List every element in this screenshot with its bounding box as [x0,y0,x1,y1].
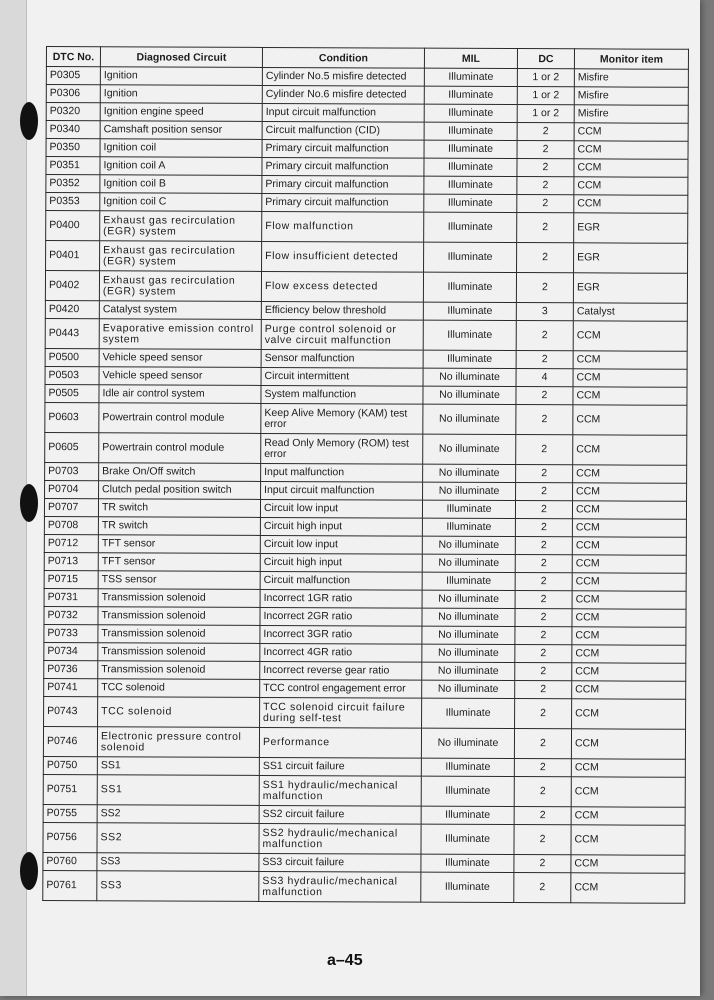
cell-circuit: SS2 [97,805,259,824]
cell-mil: Illuminate [423,320,516,350]
table-row [45,402,687,435]
table-header-row [46,47,688,70]
cell-condition: System malfunction [261,385,423,404]
cell-circuit: SS3 [97,853,259,872]
cell-dc: 1 or 2 [517,87,574,105]
cell-monitor: Catalyst [573,303,687,321]
cell-mil: Illuminate [423,350,516,368]
cell-condition: Primary circuit malfunction [262,157,424,176]
cell-dc: 2 [514,729,571,759]
cell-monitor: CCM [572,663,686,681]
cell-circuit: Brake On/Off switch [99,463,261,482]
cell-mil: Illuminate [421,872,514,902]
cell-dtc: P0756 [43,822,97,852]
cell-dtc: P0736 [44,660,98,678]
cell-dtc: P0760 [43,852,97,870]
cell-condition: Circuit high input [260,517,422,536]
cell-monitor: CCM [573,351,687,369]
cell-mil: No illuminate [423,464,516,482]
cell-circuit: Exhaust gas recirculation (EGR) system [100,241,262,272]
page-number: a–45 [327,952,363,969]
cell-dtc: P0750 [43,756,97,774]
cell-mil: Illuminate [424,176,517,194]
cell-monitor: CCM [572,627,686,645]
cell-mil: Illuminate [422,572,515,590]
cell-mil: Illuminate [424,194,517,212]
cell-condition: Primary circuit malfunction [262,139,424,158]
cell-circuit: Powertrain control module [99,433,261,464]
cell-mil: Illuminate [424,158,517,176]
cell-circuit: Transmission solenoid [98,643,260,662]
cell-monitor: CCM [571,873,685,903]
cell-condition: Flow excess detected [261,271,423,302]
cell-monitor: Misfire [574,69,688,87]
cell-monitor: EGR [573,273,687,303]
cell-monitor: CCM [571,807,685,825]
cell-circuit: Electronic pressure control solenoid [97,727,259,758]
cell-condition: Read Only Memory (ROM) test error [261,433,423,464]
cell-mil: No illuminate [423,368,516,386]
cell-monitor: CCM [572,645,686,663]
header-mil: MIL [424,48,517,68]
cell-dc: 2 [516,465,573,483]
cell-monitor: CCM [574,195,688,213]
cell-dtc: P0400 [46,211,100,241]
cell-circuit: Ignition coil C [100,193,262,212]
table-body [43,67,689,904]
cell-mil: Illuminate [422,518,515,536]
table-row [43,774,685,807]
cell-condition: Purge control solenoid or valve circuit malfunction [261,319,423,350]
cell-mil: Illuminate [424,86,517,104]
cell-circuit: Ignition [100,67,262,86]
cell-dc: 2 [517,159,574,177]
cell-condition: Cylinder No.6 misfire detected [262,85,424,104]
cell-circuit: Transmission solenoid [98,607,260,626]
cell-monitor: CCM [573,387,687,405]
cell-mil: Illuminate [424,68,517,86]
cell-dc: 2 [516,321,573,351]
cell-dtc: P0731 [44,588,98,606]
cell-circuit: TR switch [98,499,260,518]
cell-condition: Circuit intermittent [261,367,423,386]
cell-monitor: CCM [571,759,685,777]
cell-monitor: CCM [573,435,687,465]
table-row [44,696,686,729]
cell-monitor: CCM [571,825,685,855]
cell-dc: 2 [515,681,572,699]
cell-dc: 2 [516,351,573,369]
cell-circuit: Catalyst system [99,301,261,320]
cell-monitor: Misfire [574,87,688,105]
cell-dtc: P0732 [44,606,98,624]
cell-monitor: CCM [573,369,687,387]
cell-mil: No illuminate [422,644,515,662]
cell-dc: 2 [516,405,573,435]
cell-dc: 1 or 2 [517,69,574,87]
cell-dc: 2 [515,519,572,537]
cell-dtc: P0734 [44,642,98,660]
cell-dtc: P0703 [45,462,99,480]
cell-circuit: Exhaust gas recirculation (EGR) system [100,211,262,242]
cell-dtc: P0402 [45,271,99,301]
cell-dc: 2 [514,855,571,873]
cell-condition: Cylinder No.5 misfire detected [262,67,424,86]
cell-mil: No illuminate [423,404,516,434]
cell-monitor: CCM [573,483,687,501]
cell-dtc: P0746 [43,726,97,756]
cell-dc: 2 [517,195,574,213]
cell-dtc: P0733 [44,624,98,642]
cell-dc: 1 or 2 [517,105,574,123]
cell-dc: 2 [515,627,572,645]
binder-hole [20,852,38,890]
cell-dtc: P0350 [46,139,100,157]
binder-hole [20,484,38,522]
table-row [43,726,685,759]
cell-condition: SS1 circuit failure [259,757,421,776]
cell-mil: Illuminate [421,806,514,824]
cell-condition: Circuit low input [260,499,422,518]
cell-monitor: CCM [572,573,686,591]
cell-dtc: P0712 [44,534,98,552]
cell-monitor: CCM [573,465,687,483]
cell-dtc: P0707 [44,498,98,516]
cell-monitor: CCM [572,699,686,729]
cell-mil: Illuminate [422,500,515,518]
cell-condition: Primary circuit malfunction [262,193,424,212]
cell-condition: Incorrect reverse gear ratio [260,661,422,680]
cell-monitor: CCM [571,777,685,807]
cell-dc: 2 [514,759,571,777]
cell-circuit: TFT sensor [98,553,260,572]
cell-dtc: P0715 [44,570,98,588]
cell-monitor: CCM [571,729,685,759]
cell-monitor: CCM [572,555,686,573]
cell-monitor: CCM [572,609,686,627]
table-row [46,241,688,274]
table-row [43,822,685,855]
table-row [45,318,687,351]
cell-condition: Sensor malfunction [261,349,423,368]
cell-circuit: TCC solenoid [98,679,260,698]
cell-dtc: P0420 [45,300,99,318]
cell-mil: No illuminate [422,536,515,554]
cell-circuit: Ignition [100,85,262,104]
cell-circuit: Ignition engine speed [100,103,262,122]
header-condition: Condition [262,47,424,68]
cell-monitor: CCM [572,519,686,537]
header-dtc: DTC No. [46,47,100,67]
cell-dc: 2 [516,273,573,303]
cell-dtc: P0713 [44,552,98,570]
cell-dtc: P0503 [45,366,99,384]
cell-mil: No illuminate [421,728,514,758]
cell-circuit: SS2 [97,823,259,854]
cell-mil: No illuminate [422,554,515,572]
cell-dtc: P0741 [44,678,98,696]
cell-dtc: P0704 [45,480,99,498]
cell-circuit: Ignition coil [100,139,262,158]
cell-dc: 2 [514,825,571,855]
cell-dc: 2 [515,537,572,555]
cell-monitor: CCM [571,855,685,873]
cell-circuit: Ignition coil A [100,157,262,176]
cell-mil: Illuminate [421,824,514,854]
cell-circuit: TCC solenoid [98,697,260,728]
cell-condition: Incorrect 4GR ratio [260,643,422,662]
cell-dtc: P0751 [43,774,97,804]
cell-dc: 2 [517,141,574,159]
cell-circuit: Ignition coil B [100,175,262,194]
cell-circuit: SS3 [97,871,259,902]
cell-mil: No illuminate [422,608,515,626]
cell-mil: Illuminate [421,776,514,806]
cell-dtc: P0352 [46,175,100,193]
cell-condition: Circuit malfunction (CID) [262,121,424,140]
table-row [43,870,685,903]
cell-dc: 2 [517,123,574,141]
cell-dtc: P0340 [46,121,100,139]
cell-mil: No illuminate [422,590,515,608]
cell-monitor: CCM [574,141,688,159]
cell-dtc: P0443 [45,318,99,348]
cell-condition: Keep Alive Memory (KAM) test error [261,403,423,434]
cell-dc: 2 [515,645,572,663]
cell-dtc: P0743 [44,696,98,726]
cell-mil: Illuminate [423,302,516,320]
table-row [45,432,687,465]
cell-condition: Incorrect 3GR ratio [260,625,422,644]
cell-circuit: Clutch pedal position switch [99,481,261,500]
cell-dtc: P0305 [46,67,100,85]
cell-mil: Illuminate [422,698,515,728]
cell-dc: 3 [516,303,573,321]
cell-monitor: CCM [573,321,687,351]
cell-condition: Incorrect 2GR ratio [260,607,422,626]
header-monitor: Monitor item [574,49,688,69]
cell-mil: Illuminate [421,854,514,872]
cell-monitor: CCM [574,177,688,195]
cell-condition: Flow malfunction [262,211,424,242]
cell-circuit: Powertrain control module [99,403,261,434]
cell-monitor: CCM [572,537,686,555]
cell-monitor: EGR [574,213,688,243]
cell-dc: 2 [515,699,572,729]
cell-circuit: Camshaft position sensor [100,121,262,140]
dtc-table [42,46,689,904]
cell-condition: TCC solenoid circuit failure during self-test [260,697,422,728]
cell-condition: SS3 hydraulic/mechanical malfunction [259,871,421,902]
cell-dc: 2 [516,483,573,501]
cell-circuit: TSS sensor [98,571,260,590]
cell-monitor: EGR [574,243,688,273]
cell-condition: Input circuit malfunction [262,103,424,122]
cell-mil: No illuminate [423,386,516,404]
cell-dc: 2 [514,873,571,903]
cell-circuit: Exhaust gas recirculation (EGR) system [99,271,261,302]
cell-mil: Illuminate [424,104,517,122]
cell-dtc: P0500 [45,348,99,366]
cell-dtc: P0351 [46,157,100,175]
cell-dtc: P0505 [45,384,99,402]
header-circuit: Diagnosed Circuit [100,47,262,68]
cell-condition: SS2 circuit failure [259,805,421,824]
dtc-table-wrapper [42,46,688,904]
cell-condition: SS2 hydraulic/mechanical malfunction [259,823,421,854]
cell-circuit: Transmission solenoid [98,625,260,644]
cell-circuit: TFT sensor [98,535,260,554]
cell-dtc: P0708 [44,516,98,534]
cell-condition: Primary circuit malfunction [262,175,424,194]
cell-condition: Circuit high input [260,553,422,572]
cell-dc: 2 [515,573,572,591]
cell-mil: No illuminate [423,482,516,500]
cell-mil: No illuminate [423,434,516,464]
cell-monitor: CCM [574,123,688,141]
cell-condition: Input malfunction [261,463,423,482]
cell-condition: Performance [259,727,421,758]
cell-condition: Input circuit malfunction [261,481,423,500]
cell-dc: 2 [515,663,572,681]
cell-circuit: Vehicle speed sensor [99,367,261,386]
cell-mil: No illuminate [422,662,515,680]
cell-condition: TCC control engagement error [260,679,422,698]
cell-circuit: TR switch [98,517,260,536]
cell-circuit: Transmission solenoid [98,589,260,608]
table-row [46,211,688,244]
cell-mil: No illuminate [422,626,515,644]
cell-circuit: Evaporative emission control system [99,319,261,350]
cell-monitor: CCM [572,681,686,699]
cell-monitor: CCM [572,591,686,609]
cell-condition: SS3 circuit failure [259,853,421,872]
cell-dc: 2 [517,177,574,195]
cell-condition: Incorrect 1GR ratio [260,589,422,608]
cell-dc: 2 [514,777,571,807]
cell-monitor: CCM [574,159,688,177]
cell-mil: Illuminate [424,140,517,158]
cell-dc: 2 [517,243,574,273]
cell-dtc: P0605 [45,432,99,462]
cell-dtc: P0603 [45,402,99,432]
cell-monitor: Misfire [574,105,688,123]
cell-circuit: Transmission solenoid [98,661,260,680]
cell-monitor: CCM [573,405,687,435]
cell-dc: 2 [515,555,572,573]
cell-dtc: P0755 [43,804,97,822]
table-row [45,271,687,304]
header-dc: DC [517,49,574,69]
cell-dc: 2 [515,609,572,627]
cell-dc: 2 [514,807,571,825]
cell-condition: Circuit malfunction [260,571,422,590]
cell-dc: 2 [516,387,573,405]
cell-mil: Illuminate [424,122,517,140]
cell-dtc: P0320 [46,103,100,121]
cell-mil: No illuminate [422,680,515,698]
cell-circuit: SS1 [97,775,259,806]
cell-condition: SS1 hydraulic/mechanical malfunction [259,775,421,806]
cell-circuit: Idle air control system [99,385,261,404]
cell-mil: Illuminate [424,212,517,242]
cell-circuit: Vehicle speed sensor [99,349,261,368]
cell-dtc: P0401 [46,241,100,271]
cell-dtc: P0353 [46,193,100,211]
cell-condition: Circuit low input [260,535,422,554]
cell-circuit: SS1 [97,757,259,776]
cell-dc: 2 [517,213,574,243]
cell-dc: 4 [516,369,573,387]
cell-dc: 2 [515,591,572,609]
binder-hole [20,102,38,140]
cell-mil: Illuminate [424,242,517,272]
cell-dtc: P0761 [43,870,97,900]
cell-mil: Illuminate [423,272,516,302]
cell-dc: 2 [516,435,573,465]
cell-condition: Efficiency below threshold [261,301,423,320]
cell-dc: 2 [515,501,572,519]
cell-condition: Flow insufficient detected [262,241,424,272]
cell-monitor: CCM [572,501,686,519]
cell-mil: Illuminate [421,758,514,776]
cell-dtc: P0306 [46,85,100,103]
